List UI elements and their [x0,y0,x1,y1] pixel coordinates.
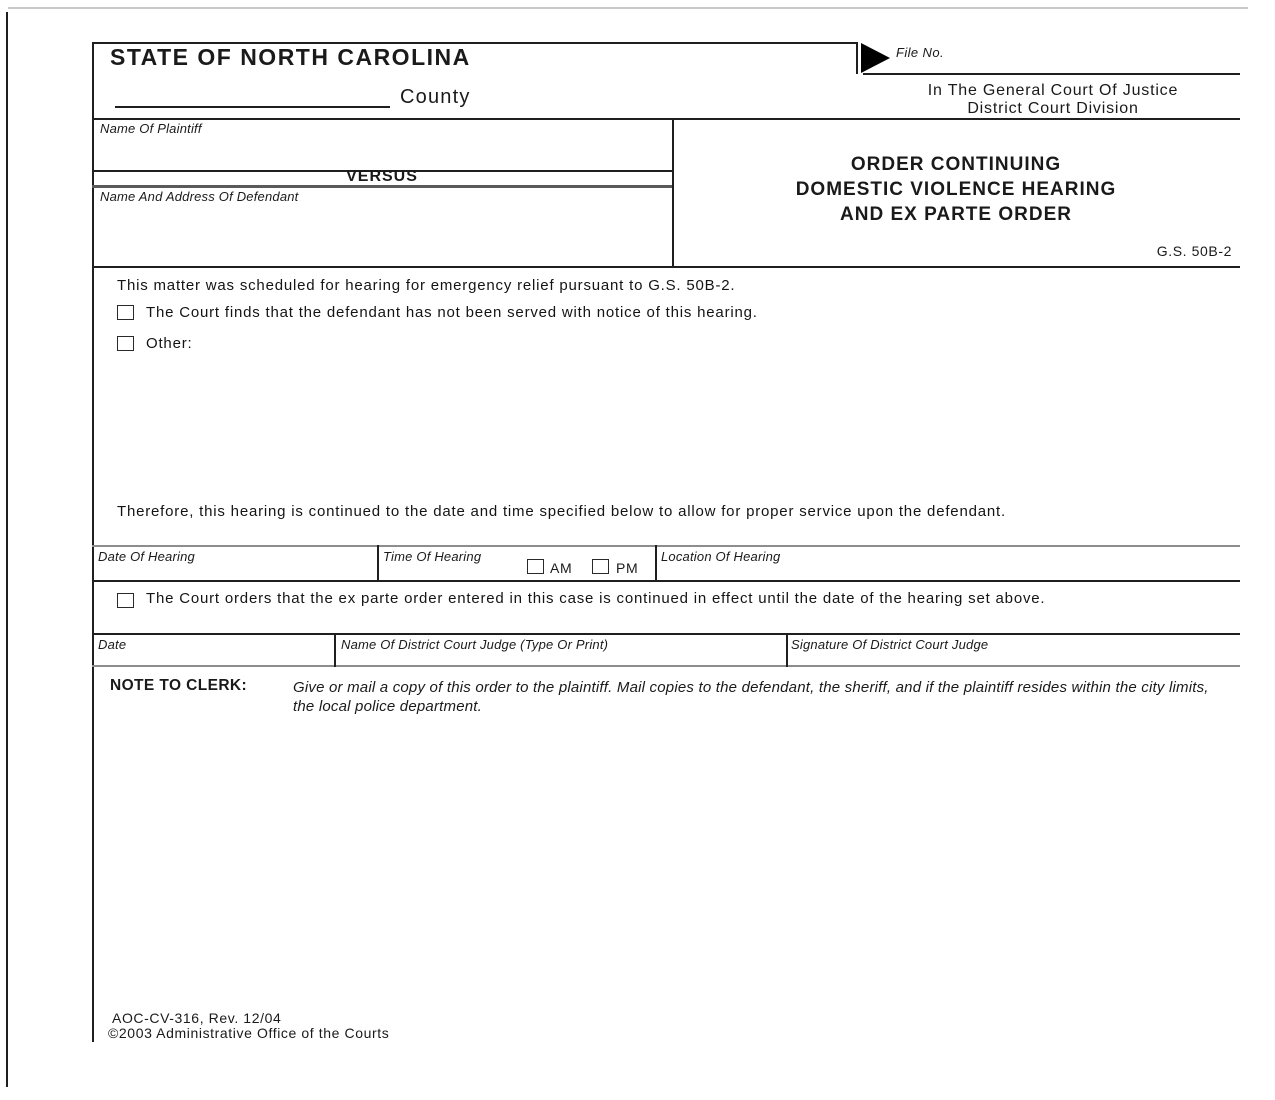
other-details-area[interactable] [117,358,1227,493]
defendant-label: Name And Address Of Defendant [100,189,299,204]
statute-reference: G.S. 50B-2 [1156,243,1232,259]
versus-bottom-border [92,185,672,188]
judge-signature-label: Signature Of District Court Judge [791,637,989,652]
scan-edge-top [8,7,1248,9]
header-section-bottom-border [92,266,1240,268]
plaintiff-label: Name Of Plaintiff [100,121,202,136]
not-served-label: The Court finds that the defendant has not been served with notice of this hearing. [146,304,758,321]
form-left-border [92,42,94,1042]
form-number: AOC-CV-316, Rev. 12/04 [112,1010,282,1026]
therefore-text: Therefore, this hearing is continued to the date and time specified below to allow for proper service upon the defendant. [117,503,1006,520]
note-to-clerk-text: Give or mail a copy of this order to the plaintiff. Mail copies to the defendant, the sheriff, and if the plaintiff resides within the city limits, the local police department. [293,679,1209,715]
hearing-date-field[interactable] [96,562,374,579]
file-no-left-border [856,42,858,74]
state-title: STATE OF NORTH CAROLINA [110,44,471,70]
am-label: AM [550,560,573,576]
signature-table-top-border [92,633,1240,635]
am-checkbox[interactable] [527,559,544,574]
hearing-time-location-divider [655,545,657,582]
file-no-arrow-icon [861,43,890,73]
continue-order-checkbox[interactable] [117,593,134,608]
court-justice-line: In The General Court Of Justice [927,82,1179,99]
judge-name-field[interactable] [339,650,783,665]
versus-label: VERSUS [346,168,418,185]
not-served-checkbox[interactable] [117,305,134,320]
file-no-field[interactable] [896,58,1236,73]
hearing-location-label: Location Of Hearing [661,549,781,564]
court-division-line: District Court Division [967,100,1139,117]
signature-date-field[interactable] [96,650,331,665]
hearing-location-field[interactable] [659,562,1234,579]
county-label: County [400,86,471,108]
hearing-time-field[interactable] [381,560,521,579]
signature-date-label: Date [98,637,127,652]
scan-edge-left [6,12,8,1087]
pm-checkbox[interactable] [592,559,609,574]
order-title-line3: AND EX PARTE ORDER [840,204,1072,225]
other-checkbox[interactable] [117,336,134,351]
other-label: Other: [146,335,193,352]
signature-date-name-divider [334,633,336,667]
hearing-date-time-divider [377,545,379,582]
hearing-date-label: Date Of Hearing [98,549,195,564]
hearing-table-bottom-border [92,580,1240,582]
pm-label: PM [616,560,639,576]
intro-text: This matter was scheduled for hearing for emergency relief pursuant to G.S. 50B-2. [117,277,736,294]
hearing-time-label: Time Of Hearing [383,549,482,564]
file-no-label: File No. [896,45,944,60]
plaintiff-name-field[interactable] [96,136,666,168]
signature-table-bottom-border [92,665,1240,667]
file-no-underline [863,73,1240,75]
judge-signature-field[interactable] [789,650,1234,665]
defendant-field[interactable] [96,204,666,262]
order-title-line2: DOMESTIC VIOLENCE HEARING [795,179,1117,200]
signature-name-sig-divider [786,633,788,667]
copyright-line: ©2003 Administrative Office of the Courts [108,1025,390,1041]
header-bottom-border [92,118,1240,120]
order-title-line1: ORDER CONTINUING [850,154,1062,175]
hearing-table-top-border [92,545,1240,547]
judge-name-label: Name Of District Court Judge (Type Or Print) [341,637,609,652]
note-to-clerk-label: NOTE TO CLERK: [110,677,248,694]
county-field[interactable] [115,84,390,108]
continue-order-label: The Court orders that the ex parte order entered in this case is continued in effect until the date of the hearing set above. [146,590,1046,607]
